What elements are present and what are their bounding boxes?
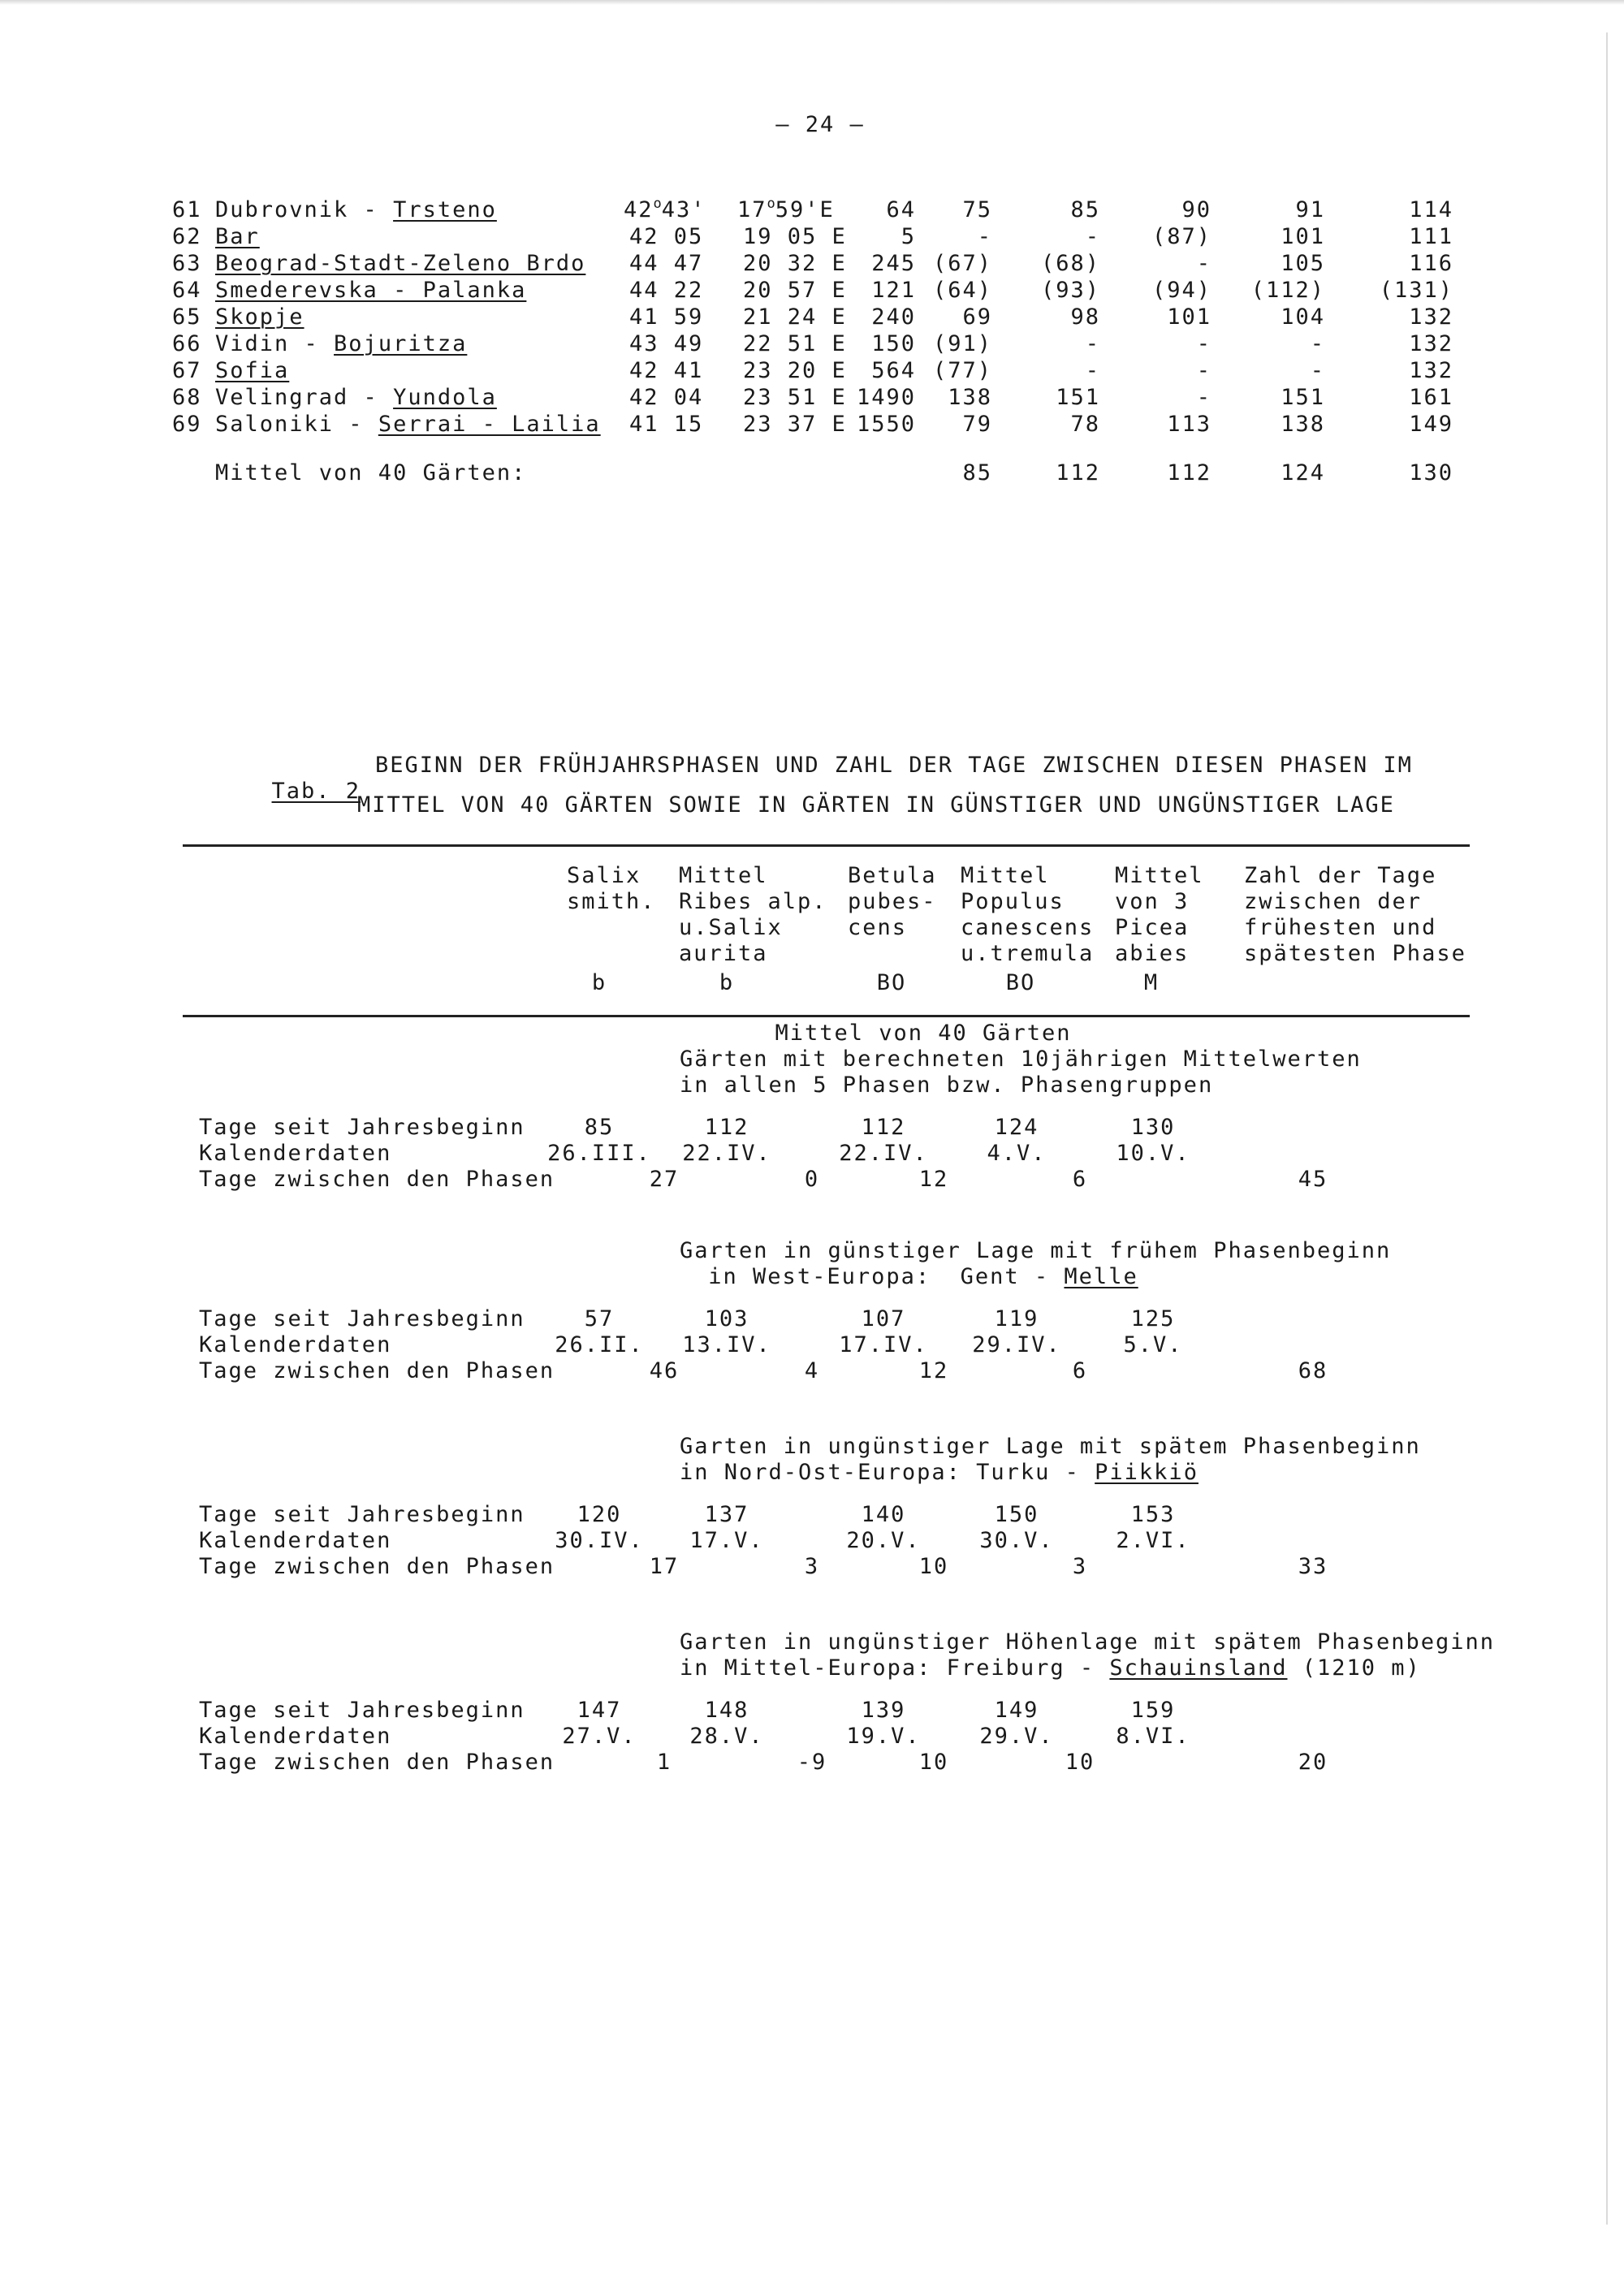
- date-value: 27.V.: [562, 1724, 637, 1749]
- station-value: (64): [932, 278, 992, 303]
- column-header-line: Ribes alp.: [679, 889, 827, 914]
- station-name: [215, 358, 289, 384]
- station-value: (91): [932, 331, 992, 356]
- date-value: 28.V.: [689, 1724, 764, 1749]
- days-value: 119: [994, 1306, 1039, 1331]
- station-value: 79: [962, 412, 992, 437]
- table-title-line-1: BEGINN DER FRÜHJAHRSPHASEN UND ZAHL DER TAGE ZWISCHEN DIESEN PHASEN IM: [375, 753, 1413, 778]
- station-longitude: 19 05 E: [743, 224, 847, 249]
- station-value: -: [1085, 358, 1100, 383]
- between-value: 12: [918, 1167, 949, 1192]
- station-name-prefix: Saloniki -: [215, 412, 378, 437]
- span-total-value: 33: [1298, 1554, 1328, 1579]
- date-value: 26.III.: [547, 1141, 651, 1166]
- station-value: (93): [1040, 278, 1100, 303]
- station-value: 151: [1281, 385, 1325, 410]
- column-header-line: u.tremula: [961, 941, 1095, 966]
- station-value: -: [1085, 331, 1100, 356]
- between-value: 10: [1065, 1750, 1095, 1775]
- date-value: 30.V.: [979, 1528, 1054, 1553]
- date-value: 4.V.: [987, 1141, 1047, 1166]
- station-value: -: [1196, 358, 1212, 383]
- station-value: 132: [1409, 331, 1453, 356]
- row-label-dates: Kalenderdaten: [199, 1724, 392, 1749]
- station-value: -: [1196, 385, 1212, 410]
- station-latitude: 41 59: [629, 304, 704, 330]
- location-underlined: Piikkiö: [1095, 1460, 1199, 1485]
- column-header-line: Populus: [961, 889, 1065, 914]
- section-heading: Gärten mit berechneten 10jährigen Mittelwerten: [680, 1047, 1362, 1072]
- station-number: 64: [172, 278, 202, 303]
- station-longitude: 22 51 E: [743, 331, 847, 356]
- station-value: 91: [1295, 197, 1325, 222]
- between-value: 3: [1072, 1554, 1088, 1579]
- station-name: [215, 224, 260, 250]
- station-latitude: 41 15: [629, 412, 704, 437]
- column-header-line: frühesten und: [1244, 915, 1437, 940]
- station-name-underlined: Bojuritza: [334, 331, 468, 356]
- span-total-value: 45: [1298, 1167, 1328, 1192]
- station-latitude: 43 49: [629, 331, 704, 356]
- days-value: 85: [584, 1115, 615, 1140]
- days-value: 107: [861, 1306, 906, 1331]
- row-label-between: Tage zwischen den Phasen: [199, 1358, 555, 1383]
- station-latitude: 42 05: [629, 224, 704, 249]
- station-latitude: 44 22: [629, 278, 704, 303]
- section-heading: Garten in ungünstiger Lage mit spätem Phasenbeginn: [680, 1434, 1421, 1459]
- station-value: 161: [1409, 385, 1453, 410]
- station-name: [215, 278, 526, 304]
- station-longitude: 23 51 E: [743, 385, 847, 410]
- station-name-underlined: Trsteno: [393, 197, 497, 222]
- station-value: 101: [1167, 304, 1212, 330]
- station-value: 132: [1409, 358, 1453, 383]
- column-header-line: Mittel: [679, 863, 768, 888]
- station-name-prefix: Vidin -: [215, 331, 335, 356]
- degree-sign: o: [653, 196, 662, 212]
- latitude-degrees: 42: [624, 197, 654, 222]
- station-latitude: 44 47: [629, 251, 704, 276]
- longitude-minutes: 59'E: [775, 197, 835, 222]
- column-header-code: BO: [876, 970, 907, 995]
- station-value: 98: [1070, 304, 1100, 330]
- station-value: 75: [962, 197, 992, 222]
- date-value: 22.IV.: [839, 1141, 928, 1166]
- date-value: 13.IV.: [682, 1332, 771, 1357]
- station-value: (68): [1040, 251, 1100, 276]
- row-label-days: Tage seit Jahresbeginn: [199, 1306, 525, 1331]
- station-value: (77): [932, 358, 992, 383]
- station-value: 104: [1281, 304, 1325, 330]
- between-value: 46: [649, 1358, 680, 1383]
- days-value: 125: [1130, 1306, 1176, 1331]
- section-heading-location: [680, 1655, 1421, 1681]
- station-number: 62: [172, 224, 202, 249]
- station-name: [215, 412, 601, 438]
- between-value: 3: [804, 1554, 820, 1579]
- date-value: 19.V.: [846, 1724, 921, 1749]
- column-header-line: u.Salix: [679, 915, 783, 940]
- span-total-value: 68: [1298, 1358, 1328, 1383]
- station-value: (94): [1151, 278, 1212, 303]
- days-value: 153: [1130, 1502, 1176, 1527]
- station-name-underlined: Beograd-Stadt-Zeleno Brdo: [215, 251, 586, 276]
- station-value: 85: [1070, 197, 1100, 222]
- station-number: 61: [172, 197, 202, 222]
- column-header-line: canescens: [961, 915, 1095, 940]
- section-heading-location: [680, 1264, 1167, 1290]
- mean-row-value: 124: [1281, 460, 1325, 486]
- column-header-code: b: [591, 970, 607, 995]
- station-number: 65: [172, 304, 202, 330]
- row-label-between: Tage zwischen den Phasen: [199, 1554, 555, 1579]
- location-prefix: in Mittel-Europa: Freiburg -: [680, 1655, 1110, 1681]
- location-prefix: in West-Europa: Gent -: [708, 1264, 1065, 1289]
- column-header-code: BO: [1005, 970, 1036, 995]
- days-value: 148: [704, 1698, 749, 1723]
- mean-row-value: 85: [962, 460, 992, 486]
- column-header-line: aurita: [679, 941, 768, 966]
- date-value: 29.V.: [979, 1724, 1054, 1749]
- scan-top-edge: [0, 0, 1624, 5]
- station-name: [215, 304, 304, 330]
- section-heading-location: [680, 1460, 1199, 1486]
- station-value: (112): [1250, 278, 1325, 303]
- station-value: 113: [1167, 412, 1212, 437]
- date-value: 17.V.: [689, 1528, 764, 1553]
- station-name-underlined: Smederevska - Palanka: [215, 278, 527, 303]
- station-longitude: 21 24 E: [743, 304, 847, 330]
- station-value: 149: [1409, 412, 1453, 437]
- station-value: -: [977, 224, 992, 249]
- location-prefix: in Nord-Ost-Europa: Turku -: [680, 1460, 1095, 1485]
- date-value: 17.IV.: [839, 1332, 928, 1357]
- row-label-days: Tage seit Jahresbeginn: [199, 1502, 525, 1527]
- column-header-line: spätesten Phase: [1244, 941, 1466, 966]
- location-underlined: Schauinsland: [1109, 1655, 1288, 1681]
- between-value: 27: [649, 1167, 680, 1192]
- location-underlined: Melle: [1064, 1264, 1138, 1289]
- station-value: -: [1085, 224, 1100, 249]
- row-label-between: Tage zwischen den Phasen: [199, 1750, 555, 1775]
- station-value: -: [1310, 331, 1325, 356]
- station-name-underlined: Sofia: [215, 358, 290, 383]
- degree-sign: o: [767, 196, 775, 212]
- date-value: 8.VI.: [1116, 1724, 1190, 1749]
- column-header-line: cens: [848, 915, 908, 940]
- column-header-line: Mittel: [961, 863, 1050, 888]
- days-value: 137: [704, 1502, 749, 1527]
- station-value: 105: [1281, 251, 1325, 276]
- station-name: [215, 385, 497, 411]
- column-header-line: von 3: [1115, 889, 1190, 914]
- date-value: 20.V.: [846, 1528, 921, 1553]
- section-heading: in allen 5 Phasen bzw. Phasengruppen: [680, 1072, 1214, 1098]
- days-value: 140: [861, 1502, 906, 1527]
- column-header-line: Salix: [567, 863, 641, 888]
- between-value: -9: [797, 1750, 827, 1775]
- days-value: 57: [584, 1306, 615, 1331]
- column-header-line: Betula: [848, 863, 937, 888]
- date-value: 10.V.: [1116, 1141, 1190, 1166]
- section-heading: Mittel von 40 Gärten: [775, 1021, 1072, 1046]
- station-name: [215, 251, 585, 277]
- station-name-underlined: Serrai - Lailia: [378, 412, 601, 437]
- row-label-days: Tage seit Jahresbeginn: [199, 1115, 525, 1140]
- date-value: 2.VI.: [1116, 1528, 1190, 1553]
- between-value: 4: [804, 1358, 820, 1383]
- station-value: (131): [1379, 278, 1453, 303]
- date-value: 5.V.: [1123, 1332, 1183, 1357]
- station-name-underlined: Bar: [215, 224, 260, 249]
- station-number: 66: [172, 331, 202, 356]
- days-value: 139: [861, 1698, 906, 1723]
- page-number: – 24 –: [775, 112, 865, 137]
- days-value: 147: [577, 1698, 622, 1723]
- station-altitude: 5: [901, 224, 916, 249]
- between-value: 10: [918, 1554, 949, 1579]
- row-label-days: Tage seit Jahresbeginn: [199, 1698, 525, 1723]
- station-value: 78: [1070, 412, 1100, 437]
- date-value: 30.IV.: [555, 1528, 644, 1553]
- mean-row-label: Mittel von 40 Gärten:: [215, 460, 527, 486]
- station-altitude: 240: [871, 304, 916, 330]
- station-name-underlined: Skopje: [215, 304, 304, 330]
- station-name-underlined: Yundola: [393, 385, 497, 410]
- longitude-degrees: 17: [737, 197, 767, 222]
- days-value: 159: [1130, 1698, 1176, 1723]
- days-value: 150: [994, 1502, 1039, 1527]
- station-value: 69: [962, 304, 992, 330]
- days-value: 124: [994, 1115, 1039, 1140]
- days-value: 103: [704, 1306, 749, 1331]
- station-name: [215, 197, 497, 223]
- days-value: 112: [704, 1115, 749, 1140]
- days-value: 149: [994, 1698, 1039, 1723]
- row-label-dates: Kalenderdaten: [199, 1528, 392, 1553]
- section-heading: Garten in günstiger Lage mit frühem Phasenbeginn: [680, 1238, 1392, 1263]
- station-value: 138: [1281, 412, 1325, 437]
- table-header-rule: [183, 1015, 1470, 1017]
- section-heading: Garten in ungünstiger Höhenlage mit spätem Phasenbeginn: [680, 1629, 1496, 1655]
- location-suffix: (1210 m): [1287, 1655, 1421, 1681]
- between-value: 6: [1072, 1358, 1088, 1383]
- station-altitude: 64: [886, 197, 916, 222]
- station-name-prefix: Dubrovnik -: [215, 197, 394, 222]
- station-altitude: 245: [871, 251, 916, 276]
- date-value: 26.II.: [555, 1332, 644, 1357]
- station-value: 101: [1281, 224, 1325, 249]
- station-value: (67): [932, 251, 992, 276]
- table-top-rule: [183, 844, 1470, 847]
- station-number: 69: [172, 412, 202, 437]
- between-value: 12: [918, 1358, 949, 1383]
- station-value: 90: [1181, 197, 1212, 222]
- station-value: -: [1196, 251, 1212, 276]
- station-altitude: 150: [871, 331, 916, 356]
- column-header-line: abies: [1115, 941, 1190, 966]
- station-value: 151: [1056, 385, 1100, 410]
- station-longitude: 20 57 E: [743, 278, 847, 303]
- station-number: 63: [172, 251, 202, 276]
- between-value: 0: [804, 1167, 820, 1192]
- table-title-line-2: MITTEL VON 40 GÄRTEN SOWIE IN GÄRTEN IN GÜNSTIGER UND UNGÜNSTIGER LAGE: [357, 792, 1395, 818]
- column-header-line: Mittel: [1115, 863, 1204, 888]
- station-value: 138: [948, 385, 992, 410]
- column-header-line: smith.: [567, 889, 656, 914]
- station-value: -: [1310, 358, 1325, 383]
- days-value: 120: [577, 1502, 622, 1527]
- between-value: 17: [649, 1554, 680, 1579]
- station-value: 114: [1409, 197, 1453, 222]
- station-number: 68: [172, 385, 202, 410]
- days-value: 130: [1130, 1115, 1176, 1140]
- days-value: 112: [861, 1115, 906, 1140]
- row-label-dates: Kalenderdaten: [199, 1332, 392, 1357]
- station-longitude: 23 20 E: [743, 358, 847, 383]
- station-altitude: 1490: [856, 385, 916, 410]
- station-altitude: 121: [871, 278, 916, 303]
- date-value: 29.IV.: [972, 1332, 1061, 1357]
- row-label-between: Tage zwischen den Phasen: [199, 1167, 555, 1192]
- table-label: Tab. 2: [271, 779, 361, 804]
- station-name: [215, 331, 467, 357]
- station-longitude: 23 37 E: [743, 412, 847, 437]
- column-header-code: M: [1143, 970, 1160, 995]
- between-value: 1: [656, 1750, 672, 1775]
- scan-side-edge: [1606, 32, 1608, 2225]
- column-header-line: Zahl der Tage: [1244, 863, 1437, 888]
- latitude-minutes: 43': [661, 197, 706, 222]
- column-header-line: pubes-: [848, 889, 937, 914]
- station-value: 132: [1409, 304, 1453, 330]
- row-label-dates: Kalenderdaten: [199, 1141, 392, 1166]
- station-longitude: 20 32 E: [743, 251, 847, 276]
- station-number: 67: [172, 358, 202, 383]
- column-header-line: Picea: [1115, 915, 1190, 940]
- mean-row-value: 112: [1056, 460, 1100, 486]
- station-name-prefix: Velingrad -: [215, 385, 394, 410]
- span-total-value: 20: [1298, 1750, 1328, 1775]
- station-value: 111: [1409, 224, 1453, 249]
- station-latitude: 42 41: [629, 358, 704, 383]
- station-latitude: 42 04: [629, 385, 704, 410]
- mean-row-value: 112: [1167, 460, 1212, 486]
- between-value: 6: [1072, 1167, 1088, 1192]
- station-value: 116: [1409, 251, 1453, 276]
- date-value: 22.IV.: [682, 1141, 771, 1166]
- station-altitude: 564: [871, 358, 916, 383]
- mean-row-value: 130: [1409, 460, 1453, 486]
- station-altitude: 1550: [856, 412, 916, 437]
- between-value: 10: [918, 1750, 949, 1775]
- column-header-code: b: [719, 970, 735, 995]
- station-value: -: [1196, 331, 1212, 356]
- column-header-line: zwischen der: [1244, 889, 1423, 914]
- station-value: (87): [1151, 224, 1212, 249]
